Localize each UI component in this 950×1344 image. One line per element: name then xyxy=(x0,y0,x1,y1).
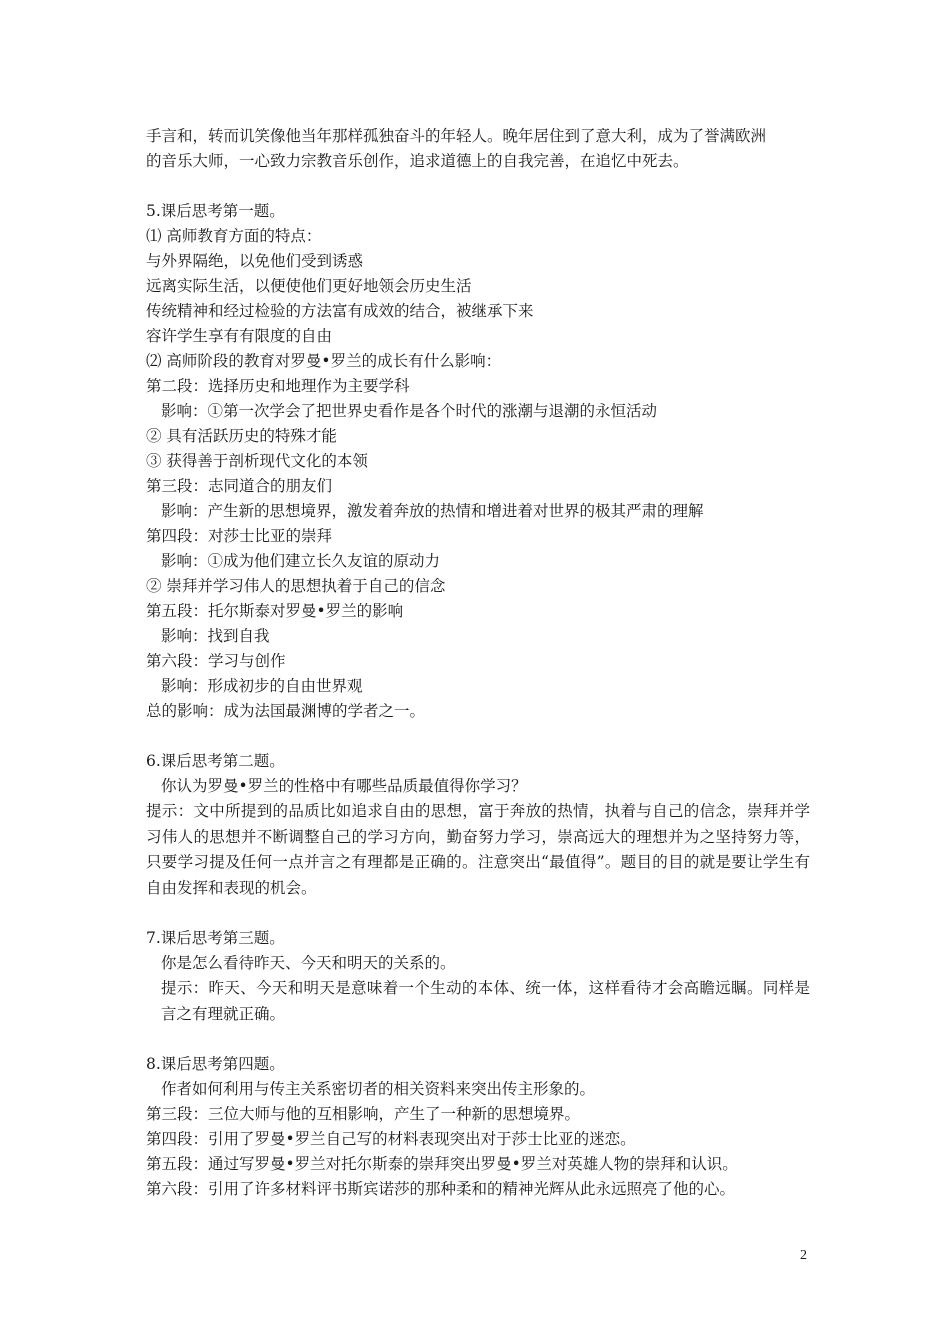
section-heading: 7.课后思考第三题。 xyxy=(146,929,285,947)
section-heading: 5.课后思考第一题。 xyxy=(146,202,285,220)
hint-paragraph: 提示：文中所提到的品质比如追求自由的思想，富于奔放的热情，执着与自己的信念，崇拜并学习伟人的思想并不断调整自己的学习方向，勤奋努力学习，崇高远大的理想并为之坚持努力等，只要学习提及任何一点并言之有理都是正确的。注意突出“最值得”。题目的目的就是要让学生有自由发挥和表现的机会。 xyxy=(146,802,810,897)
hint-paragraph: 提示：昨天、今天和明天是意味着一个生动的本体、统一体，这样看待才会高瞻远瞩。同样是言之有理就正确。 xyxy=(161,979,810,1023)
list-item: 第六段：学习与创作 xyxy=(146,652,286,670)
paragraph-gap xyxy=(146,174,810,199)
list-item: 与外界隔绝，以免他们受到诱惑 xyxy=(146,252,364,270)
section-heading: 6.课后思考第二题。 xyxy=(146,752,285,770)
list-item: 远离实际生活，以便使他们更好地领会历史生活 xyxy=(146,277,472,295)
intro-line: 手言和，转而讥笑像他当年那样孤独奋斗的年轻人。晚年居住到了意大利，成为了誉满欧洲 xyxy=(146,127,767,145)
list-item: 第三段：三位大师与他的互相影响，产生了一种新的思想境界。 xyxy=(146,1105,581,1123)
list-item: 影响：①成为他们建立长久友谊的原动力 xyxy=(161,552,441,570)
list-item: ② 崇拜并学习伟人的思想执着于自己的信念 xyxy=(146,577,446,595)
subheading: ⑵ 高师阶段的教育对罗曼•罗兰的成长有什么影响： xyxy=(146,352,502,370)
list-item: 第六段：引用了许多材料评书斯宾诺莎的那种柔和的精神光辉从此永远照亮了他的心。 xyxy=(146,1180,736,1198)
subheading: ⑴ 高师教育方面的特点： xyxy=(146,227,322,245)
list-item: 容许学生享有有限度的自由 xyxy=(146,327,333,345)
list-item: 第五段：托尔斯泰对罗曼•罗兰的影响 xyxy=(146,602,404,620)
question-text: 你是怎么看待昨天、今天和明天的关系的。 xyxy=(161,954,456,972)
paragraph-gap xyxy=(146,1027,810,1052)
list-item: 第四段：对莎士比亚的崇拜 xyxy=(146,527,333,545)
question-text: 你认为罗曼•罗兰的性格中有哪些品质最值得你学习？ xyxy=(161,777,527,795)
list-item: ③ 获得善于剖析现代文化的本领 xyxy=(146,452,368,470)
list-item: 第二段：选择历史和地理作为主要学科 xyxy=(146,377,410,395)
list-item: 影响：找到自我 xyxy=(161,627,270,645)
list-item: 影响：①第一次学会了把世界史看作是各个时代的涨潮与退潮的永恒活动 xyxy=(161,402,658,420)
page-number: 2 xyxy=(800,1248,807,1263)
section-heading: 8.课后思考第四题。 xyxy=(146,1055,285,1073)
paragraph-gap xyxy=(146,724,810,749)
document-body xyxy=(146,124,810,1202)
list-item: 第五段：通过写罗曼•罗兰对托尔斯泰的崇拜突出罗曼•罗兰对英雄人物的崇拜和认识。 xyxy=(146,1155,738,1173)
question-text: 作者如何利用与传主关系密切者的相关资料来突出传主形象的。 xyxy=(161,1080,596,1098)
intro-line: 的音乐大师，一心致力宗教音乐创作，追求道德上的自我完善，在追忆中死去。 xyxy=(146,152,689,170)
list-item: 第三段：志同道合的朋友们 xyxy=(146,477,333,495)
list-item: 总的影响：成为法国最渊博的学者之一。 xyxy=(146,702,426,720)
list-item: ② 具有活跃历史的特殊才能 xyxy=(146,427,337,445)
list-item: 影响：形成初步的自由世界观 xyxy=(161,677,363,695)
paragraph-gap xyxy=(146,901,810,926)
list-item: 影响：产生新的思想境界，激发着奔放的热情和增进着对世界的极其严肃的理解 xyxy=(161,502,704,520)
list-item: 第四段：引用了罗曼•罗兰自己写的材料表现突出对于莎士比亚的迷恋。 xyxy=(146,1130,636,1148)
list-item: 传统精神和经过检验的方法富有成效的结合，被继承下来 xyxy=(146,302,534,320)
